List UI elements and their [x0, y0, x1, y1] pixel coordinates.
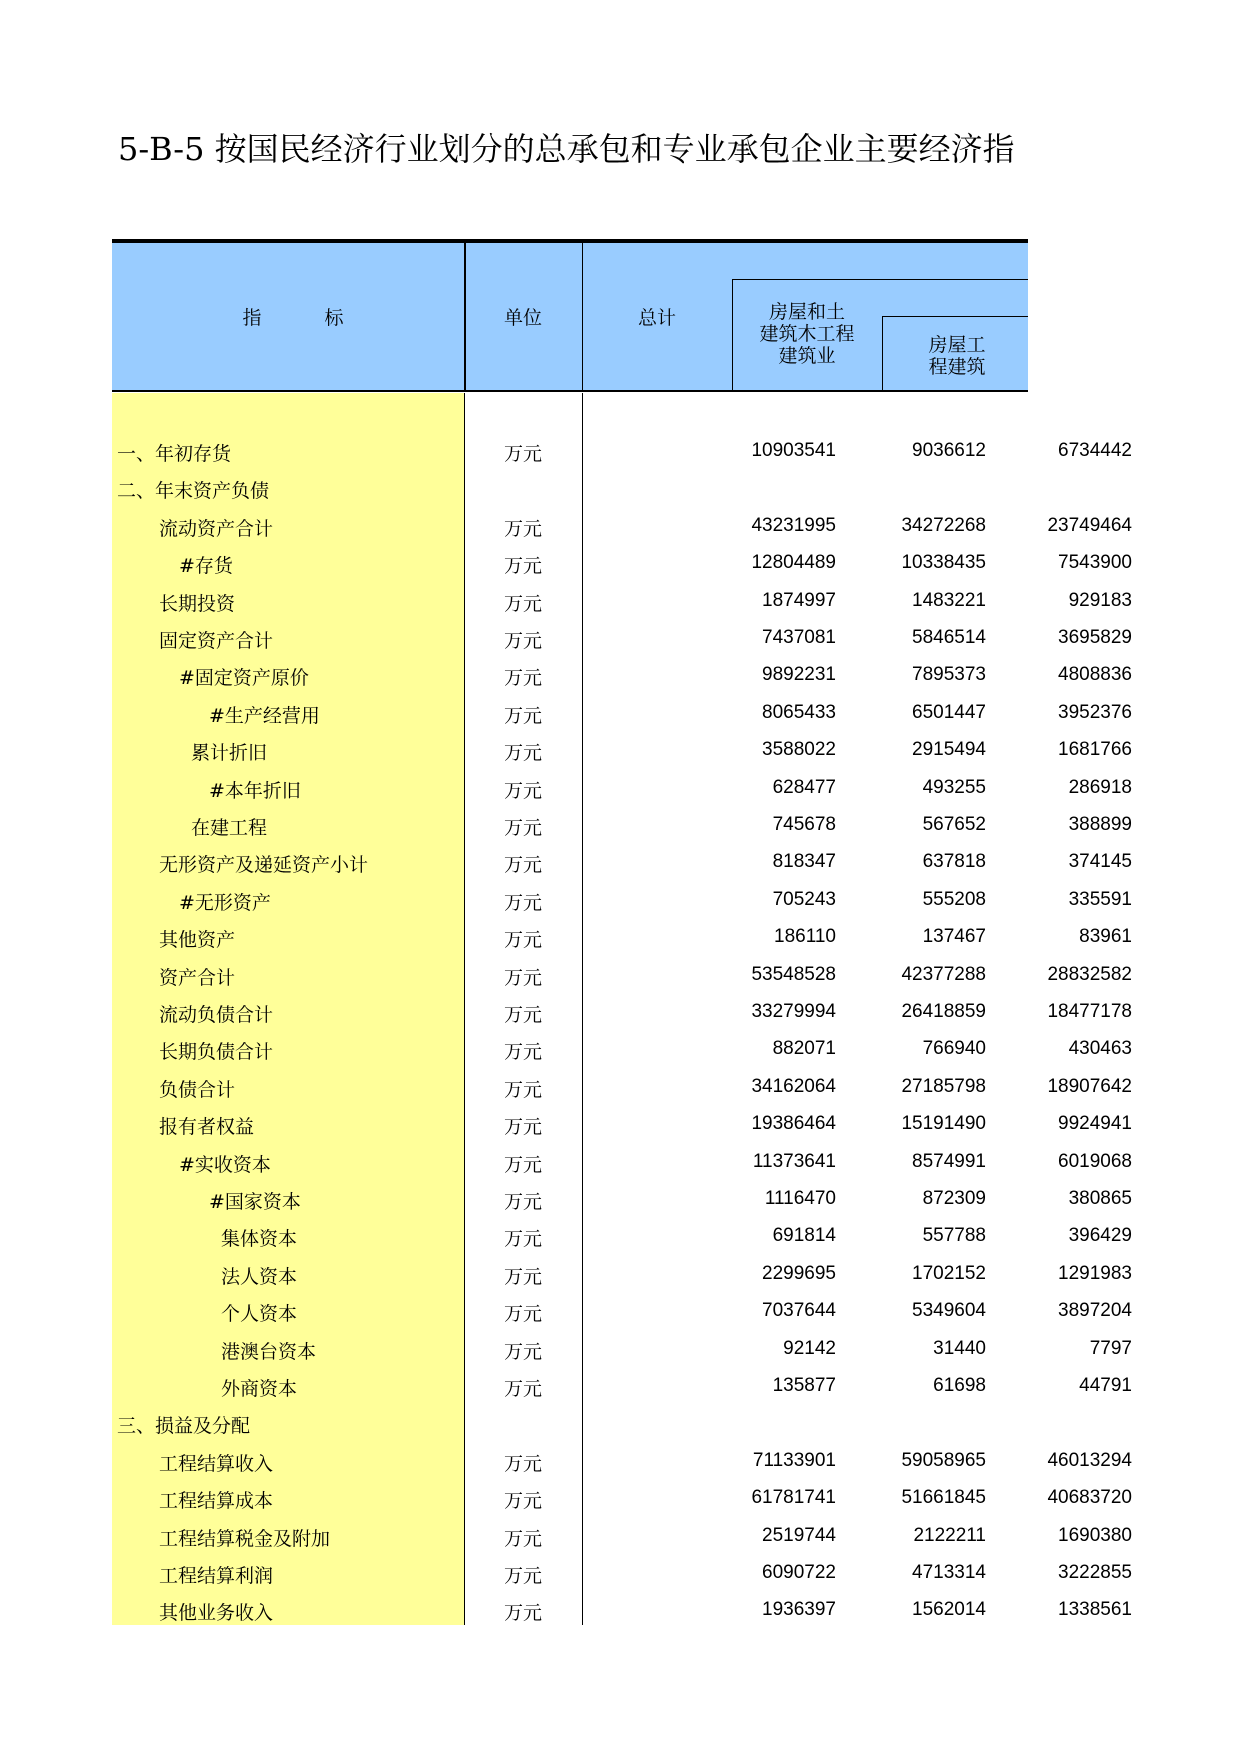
row-value: 380865	[1068, 1188, 1132, 1209]
row-value: 3588022	[762, 739, 836, 761]
row-label: 其他业务收入	[159, 1602, 274, 1625]
row-label: 资产合计	[159, 966, 236, 989]
row-value: 61781741	[751, 1487, 836, 1509]
row-value: 374145	[1068, 851, 1132, 873]
row-value: 92142	[783, 1337, 836, 1359]
row-value: 430463	[1068, 1038, 1132, 1060]
row-value: 34162064	[751, 1075, 836, 1097]
row-label: #生产经营用	[209, 704, 320, 727]
row-value: 637818	[922, 851, 986, 873]
row-value: 186110	[774, 926, 836, 948]
header-building	[732, 301, 882, 367]
row-value: 10338435	[901, 552, 986, 574]
header-bottom-border	[112, 390, 1028, 392]
row-unit: 万元	[503, 1565, 542, 1587]
row-unit: 万元	[503, 443, 542, 465]
table-row	[112, 955, 1132, 992]
row-value: 493255	[922, 776, 986, 798]
row-value: 23749464	[1047, 514, 1132, 536]
row-label: #国家资本	[209, 1191, 301, 1213]
row-value: 2299695	[762, 1262, 836, 1284]
row-value: 557788	[922, 1225, 986, 1247]
page-title: 5-B-5 按国民经济行业划分的总承包和专业承包企业主要经济指	[118, 130, 1015, 168]
row-label: 个人资本	[221, 1303, 298, 1326]
row-label: 在建工程	[191, 817, 268, 839]
row-label: 二、年末资产负债	[117, 480, 270, 503]
row-value: 3222855	[1058, 1562, 1132, 1583]
table-row	[112, 693, 1132, 730]
row-value: 335591	[1068, 888, 1132, 910]
table-row	[112, 618, 1132, 655]
row-value: 61698	[933, 1375, 986, 1396]
row-value: 691814	[772, 1225, 836, 1247]
header-housing-line1: 房屋工	[928, 334, 986, 356]
row-value: 1702152	[912, 1262, 986, 1284]
row-value: 2915494	[912, 739, 986, 761]
row-value: 745678	[772, 814, 836, 835]
row-label: 固定资产合计	[159, 630, 274, 652]
row-unit: 万元	[503, 592, 542, 615]
row-unit: 万元	[503, 1602, 542, 1625]
row-value: 555208	[922, 888, 986, 910]
row-value: 1291983	[1058, 1262, 1132, 1284]
table-row	[112, 917, 1132, 954]
row-value: 3952376	[1058, 701, 1132, 723]
row-value: 53548528	[751, 963, 836, 985]
table-row	[112, 768, 1132, 805]
row-value: 27185798	[901, 1075, 986, 1097]
row-unit: 万元	[503, 1116, 542, 1139]
row-value: 5349604	[912, 1300, 986, 1322]
row-value: 18477178	[1047, 1001, 1132, 1022]
row-unit: 万元	[503, 704, 542, 727]
row-value: 6734442	[1058, 440, 1132, 461]
row-label: #本年折旧	[209, 779, 301, 802]
table-row	[112, 842, 1132, 879]
row-value: 137467	[922, 926, 986, 948]
row-value: 46013294	[1047, 1449, 1132, 1471]
row-value: 28832582	[1047, 963, 1132, 985]
table-row	[112, 730, 1132, 767]
row-value: 19386464	[751, 1113, 836, 1135]
row-value: 33279994	[751, 1001, 836, 1022]
header-indicator-right: 标	[324, 307, 344, 329]
row-unit: 万元	[503, 1004, 542, 1026]
table-row	[112, 1104, 1132, 1141]
table-row	[112, 655, 1132, 692]
row-label: 一、年初存货	[117, 443, 232, 465]
row-unit: 万元	[503, 891, 542, 914]
row-unit: 万元	[503, 1228, 542, 1251]
header-building-line3: 建筑业	[778, 345, 836, 367]
row-value: 43231995	[751, 514, 836, 536]
header-housing	[882, 334, 1032, 378]
row-value: 1936397	[762, 1599, 836, 1621]
row-unit: 万元	[503, 817, 542, 839]
row-unit: 万元	[503, 1041, 542, 1064]
table-row	[112, 506, 1132, 543]
row-value: 71133901	[752, 1449, 836, 1471]
row-label: 流动资产合计	[159, 517, 274, 540]
row-value: 2519744	[762, 1524, 836, 1546]
row-value: 1681766	[1058, 739, 1132, 761]
row-value: 6090722	[762, 1562, 836, 1583]
row-unit: 万元	[503, 1265, 542, 1288]
row-value: 7037644	[762, 1300, 836, 1322]
row-value: 10903541	[751, 440, 836, 461]
header-total: 总计	[637, 307, 676, 329]
table-row	[112, 992, 1132, 1029]
table-row	[112, 880, 1132, 917]
row-label: 报有者权益	[159, 1116, 255, 1139]
row-value: 6501447	[912, 701, 986, 723]
table-row	[112, 1142, 1132, 1179]
row-label: 流动负债合计	[159, 1004, 274, 1026]
header-indicator-left: 指	[242, 307, 262, 329]
row-value: 135877	[772, 1375, 836, 1396]
table-row	[112, 1067, 1132, 1104]
row-value: 34272268	[901, 514, 986, 536]
row-value: 7895373	[912, 664, 986, 686]
row-value: 40683720	[1047, 1487, 1132, 1509]
row-label: 长期投资	[159, 592, 236, 615]
row-value: 42377288	[901, 963, 986, 985]
row-unit: 万元	[503, 1340, 542, 1363]
row-value: 8574991	[912, 1150, 986, 1172]
row-label: 累计折旧	[191, 742, 268, 765]
header-building-line2: 建筑木工程	[759, 323, 855, 345]
row-unit: 万元	[503, 1191, 542, 1213]
table-row	[112, 431, 1132, 468]
row-value: 929183	[1068, 589, 1132, 611]
row-unit: 万元	[503, 630, 542, 652]
table-row	[112, 1254, 1132, 1291]
row-unit: 万元	[503, 1452, 542, 1475]
row-value: 1116470	[764, 1188, 836, 1209]
row-value: 3695829	[1058, 627, 1132, 648]
row-label: 法人资本	[221, 1265, 298, 1288]
row-unit: 万元	[503, 1078, 542, 1101]
header-divider	[882, 316, 1028, 317]
row-value: 18907642	[1047, 1075, 1132, 1097]
row-value: 7797	[1089, 1337, 1132, 1359]
table-row	[112, 1516, 1132, 1553]
row-unit: 万元	[503, 555, 542, 578]
row-value: 7543900	[1058, 552, 1132, 574]
row-unit: 万元	[503, 966, 542, 989]
header-divider	[732, 279, 1028, 280]
row-value: 9924941	[1058, 1113, 1132, 1135]
row-value: 59058965	[901, 1449, 986, 1471]
table-row	[112, 468, 1028, 505]
row-value: 51661845	[901, 1487, 986, 1509]
row-label: 无形资产及递延资产小计	[159, 854, 369, 877]
header-unit: 单位	[503, 307, 542, 329]
row-value: 83961	[1079, 926, 1132, 948]
table-row	[112, 1590, 1132, 1627]
row-value: 818347	[772, 851, 836, 873]
data-table	[112, 239, 1132, 1625]
row-value: 8065433	[762, 701, 836, 723]
row-value: 9036612	[912, 440, 986, 461]
row-value: 1874997	[762, 589, 836, 611]
row-value: 4808836	[1058, 664, 1132, 686]
row-value: 872309	[922, 1188, 986, 1209]
table-row	[112, 1553, 1132, 1590]
row-unit: 万元	[503, 929, 542, 952]
row-unit: 万元	[503, 1303, 542, 1326]
table-row	[112, 1403, 1028, 1440]
row-unit: 万元	[503, 1527, 542, 1550]
row-value: 1690380	[1058, 1524, 1132, 1546]
table-row	[112, 1441, 1132, 1478]
row-value: 15191490	[901, 1113, 986, 1135]
row-label: 港澳台资本	[221, 1340, 317, 1363]
row-unit: 万元	[503, 517, 542, 540]
row-label: 工程结算利润	[159, 1565, 274, 1587]
table-row	[112, 1291, 1132, 1328]
row-value: 1562014	[912, 1599, 986, 1621]
row-value: 11373641	[752, 1150, 836, 1172]
row-unit: 万元	[503, 854, 542, 877]
row-label: 工程结算成本	[159, 1490, 274, 1513]
row-label: #存货	[179, 555, 233, 578]
header-building-line1: 房屋和土	[768, 301, 845, 323]
row-unit: 万元	[503, 779, 542, 802]
table-row	[112, 543, 1132, 580]
header-housing-line2: 程建筑	[928, 356, 986, 378]
table-row	[112, 1216, 1132, 1253]
row-value: 882071	[772, 1038, 836, 1060]
row-label: #无形资产	[179, 891, 271, 914]
row-value: 766940	[922, 1038, 986, 1060]
row-label: 工程结算收入	[159, 1452, 274, 1475]
row-value: 5846514	[912, 627, 986, 648]
row-label: 外商资本	[221, 1378, 298, 1400]
row-unit: 万元	[503, 1153, 542, 1176]
row-value: 9892231	[762, 664, 836, 686]
table-row	[112, 1179, 1132, 1216]
row-value: 3897204	[1058, 1300, 1132, 1322]
table-row	[112, 1029, 1132, 1066]
row-label: 其他资产	[159, 929, 236, 952]
row-value: 6019068	[1058, 1150, 1132, 1172]
row-label: #固定资产原价	[179, 667, 309, 690]
row-value: 2122211	[913, 1524, 986, 1546]
row-label: #实收资本	[179, 1153, 271, 1176]
table-row	[112, 1366, 1132, 1403]
row-unit: 万元	[503, 1490, 542, 1513]
row-value: 31440	[933, 1337, 986, 1359]
row-value: 44791	[1079, 1375, 1132, 1396]
row-value: 286918	[1068, 776, 1132, 798]
table-row	[112, 1478, 1132, 1515]
row-label: 负债合计	[159, 1078, 236, 1101]
row-value: 4713314	[912, 1562, 986, 1583]
row-label: 三、损益及分配	[117, 1415, 251, 1438]
row-value: 26418859	[901, 1001, 986, 1022]
row-value: 396429	[1068, 1225, 1132, 1247]
row-label: 集体资本	[221, 1228, 298, 1251]
row-label: 长期负债合计	[159, 1041, 274, 1064]
row-unit: 万元	[503, 667, 542, 690]
row-unit: 万元	[503, 742, 542, 765]
row-value: 1483221	[912, 589, 986, 611]
row-value: 1338561	[1058, 1599, 1132, 1621]
row-value: 388899	[1068, 814, 1132, 835]
row-value: 567652	[922, 814, 986, 835]
row-label: 工程结算税金及附加	[159, 1527, 331, 1550]
row-value: 7437081	[762, 627, 836, 648]
row-unit: 万元	[503, 1378, 542, 1400]
row-value: 705243	[772, 888, 836, 910]
table-row	[112, 581, 1132, 618]
table-row	[112, 805, 1132, 842]
table-row	[112, 1329, 1132, 1366]
row-value: 628477	[772, 776, 836, 798]
row-value: 12804489	[751, 552, 836, 574]
